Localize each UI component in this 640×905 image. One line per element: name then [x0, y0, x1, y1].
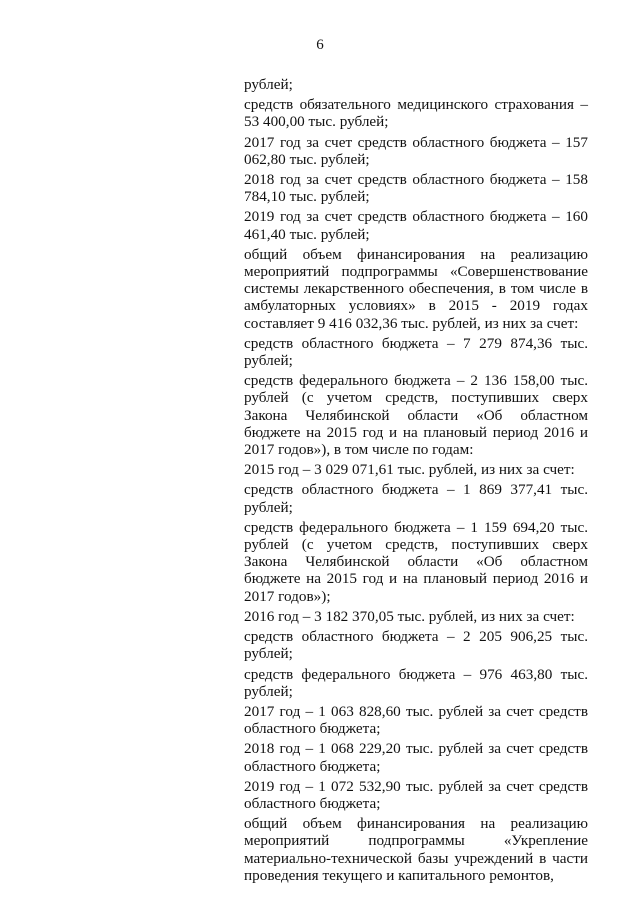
paragraph: 2017 год за счет средств областного бюджета – 157 062,80 тыс. рублей; — [244, 133, 588, 168]
paragraph: 2015 год – 3 029 071,61 тыс. рублей, из них за счет: — [244, 461, 575, 479]
paragraph: средств областного бюджета – 2 205 906,25 тыс. рублей; — [244, 628, 588, 663]
paragraph: средств федерального бюджета – 2 136 158,00 тыс. рублей (с учетом средств, поступивших сверх Закона Челябинской области «Об областном бюджете на 2015 год и на плановый период 2016 и 2017 годов»), в том числе по годам: — [244, 372, 588, 459]
paragraph: рублей; — [244, 76, 293, 93]
paragraph: 2016 год – 3 182 370,05 тыс. рублей, из них за счет: — [244, 607, 575, 625]
paragraph: 2018 год за счет средств областного бюджета – 158 784,10 тыс. рублей; — [244, 171, 588, 206]
paragraph: средств федерального бюджета – 1 159 694,20 тыс. рублей (с учетом средств, поступивших сверх Закона Челябинской области «Об областном бюджете на 2015 год и на плановый период 2016 и 2017 годов»); — [244, 518, 588, 605]
paragraph: 2017 год – 1 063 828,60 тыс. рублей за счет средств областного бюджета; — [244, 702, 588, 738]
paragraph: общий объем финансирования на реализацию мероприятий подпрограммы «Укрепление материально-технической базы учреждений в части проведения текущего и капитального ремонтов, — [244, 815, 588, 884]
paragraph: 2019 год за счет средств областного бюджета – 160 461,40 тыс. рублей; — [244, 208, 588, 243]
paragraph: 2019 год – 1 072 532,90 тыс. рублей за счет средств областного бюджета; — [244, 777, 588, 812]
paragraph: средств областного бюджета – 1 869 377,41 тыс. рублей; — [244, 481, 588, 516]
paragraph: средств областного бюджета – 7 279 874,36 тыс. рублей; — [244, 334, 588, 370]
paragraph: средств обязательного медицинского страхования – 53 400,00 тыс. рублей; — [244, 96, 588, 131]
paragraph: средств федерального бюджета – 976 463,80 тыс. рублей; — [244, 665, 588, 700]
page-number: 6 — [316, 37, 324, 53]
paragraph: общий объем финансирования на реализацию мероприятий подпрограммы «Совершенствование системы лекарственного обеспечения, в том числе в амбулаторных условиях» в 2015 - 2019 годах составляет 9 416 032,36 тыс. рублей, из них за счет: — [244, 245, 588, 332]
document-body — [244, 76, 588, 887]
paragraph: 2018 год – 1 068 229,20 тыс. рублей за счет средств областного бюджета; — [244, 740, 588, 775]
